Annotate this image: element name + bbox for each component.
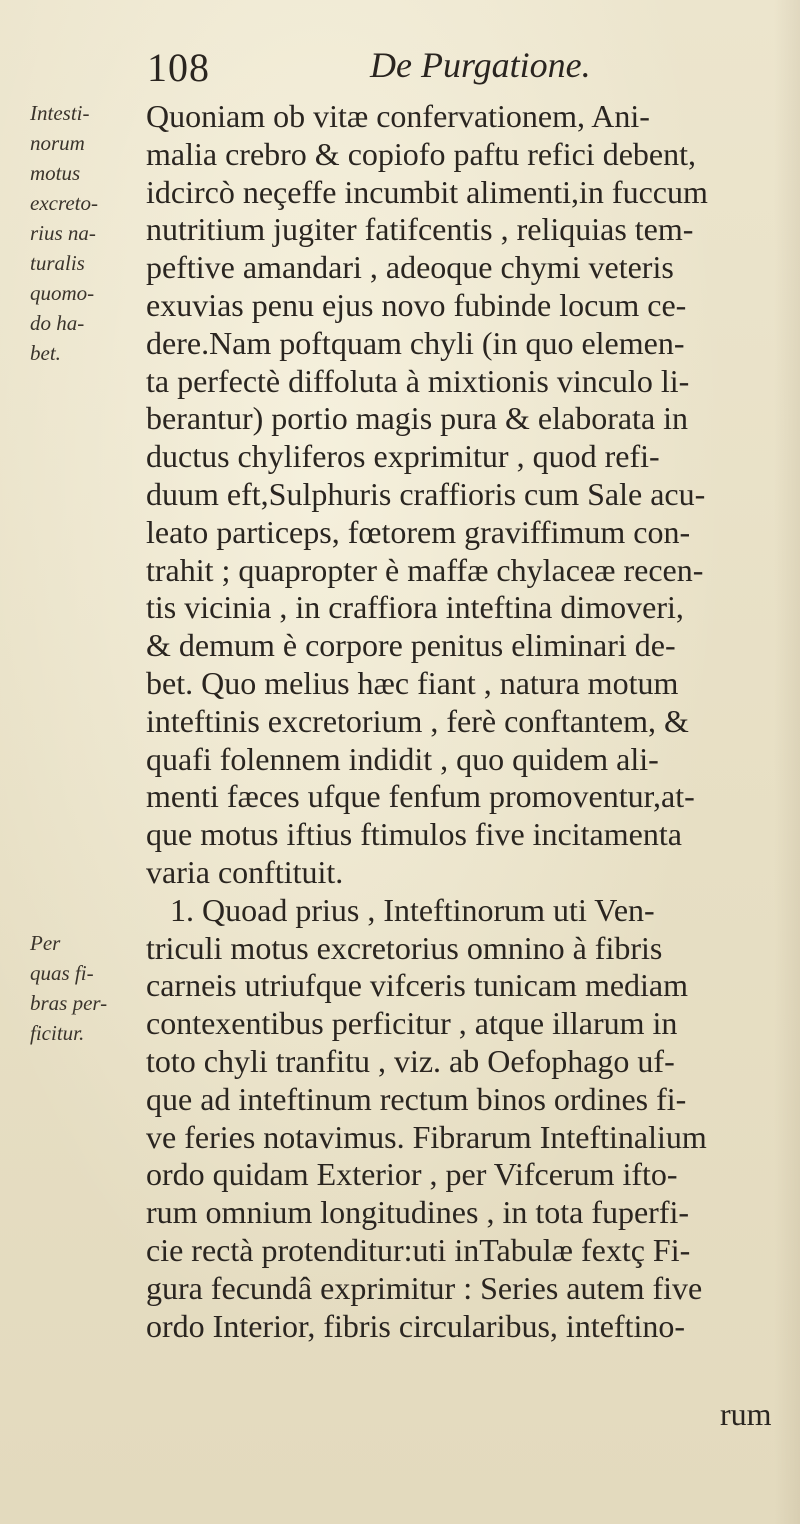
text-line: bet. Quo melius hæc fiant , natura motum	[146, 664, 679, 701]
margin-note-line: ficitur.	[30, 1021, 85, 1045]
text-line: menti fæces ufque fenfum promoventur,at-	[146, 778, 695, 815]
margin-note-line: turalis	[30, 251, 85, 275]
text-line: malia crebro & copiofo paftu refici debent,	[146, 135, 696, 172]
page-number: 108	[147, 45, 210, 90]
text-line: berantur) portio magis pura & elaborata in	[146, 400, 689, 437]
margin-note-line: motus	[30, 161, 81, 185]
catchword: rum	[720, 1396, 772, 1432]
text-line: cie rectà protenditur:uti inTabulæ fextç Fi-	[146, 1231, 691, 1268]
text-line: que motus iftius ftimulos five incitamenta	[146, 816, 682, 853]
text-line: exuvias penu ejus novo fubinde locum ce-	[146, 286, 687, 323]
text-line: & demum è corpore penitus eliminari de-	[146, 627, 676, 664]
text-line: tis vicinia , in craffiora inteftina dimoveri,	[146, 589, 684, 626]
page-header	[0, 44, 800, 92]
margin-note-line: Intesti-	[30, 101, 90, 125]
margin-note-line: quomo-	[30, 281, 95, 305]
text-line: 1. Quoad prius , Inteftinorum uti Ven-	[146, 891, 655, 928]
text-line: leato particeps, fœtorem graviffimum con-	[146, 513, 691, 550]
text-line: ve feries notavimus. Fibrarum Inteftinalium	[146, 1118, 707, 1155]
running-head: De Purgatione.	[370, 45, 591, 85]
margin-note-line: Per	[30, 931, 61, 955]
text-line: duum eft,Sulphuris craffioris cum Sale acu-	[146, 475, 706, 512]
text-line: carneis utriufque vifceris tunicam mediam	[146, 967, 689, 1004]
body-text	[146, 98, 776, 1345]
margin-note-intestinal-motion	[30, 98, 98, 368]
margin-note-line: norum	[30, 131, 85, 155]
text-line: inteftinis excretorium , ferè conftantem, &	[146, 702, 689, 739]
margin-note-fibers	[30, 928, 107, 1048]
text-line: contexentibus perficitur , atque illarum in	[146, 1005, 678, 1042]
text-line: ordo quidam Exterior , per Vifcerum ifto-	[146, 1156, 678, 1193]
text-line: quafi folennem indidit , quo quidem ali-	[146, 740, 659, 777]
text-line: triculi motus excretorius omnino à fibris	[146, 929, 663, 966]
text-line: dere.Nam poftquam chyli (in quo elemen-	[146, 324, 685, 361]
text-line: toto chyli tranfitu , viz. ab Oefophago uf-	[146, 1042, 675, 1079]
margin-note-line: bras per-	[30, 991, 108, 1015]
margin-note-line: quas fi-	[30, 961, 94, 985]
text-line: ductus chyliferos exprimitur , quod refi-	[146, 438, 660, 475]
text-line: ordo Interior, fibris circularibus, inteftino-	[146, 1307, 685, 1344]
margin-note-line: excreto-	[30, 191, 99, 215]
text-line: trahit ; quapropter è maffæ chylaceæ recen-	[146, 551, 704, 588]
text-line: nutritium jugiter fatifcentis , reliquias tem-	[146, 211, 694, 248]
text-line: idcircò neçeffe incumbit alimenti,in fuccum	[146, 173, 708, 210]
text-line: peftive amandari , adeoque chymi veteris	[146, 249, 674, 286]
text-line: que ad inteftinum rectum binos ordines fi-	[146, 1080, 687, 1117]
margin-note-line: bet.	[30, 341, 61, 365]
text-line: rum omnium longitudines , in tota fuperfi-	[146, 1194, 690, 1231]
text-line: Quoniam ob vitæ confervationem, Ani-	[146, 98, 650, 134]
margin-note-line: do ha-	[30, 311, 85, 335]
text-line: gura fecundâ exprimitur : Series autem five	[146, 1269, 703, 1306]
text-line: ta perfectè diffoluta à mixtionis vinculo li-	[146, 362, 690, 399]
text-line: varia conftituit.	[146, 853, 344, 890]
margin-note-line: rius na-	[30, 221, 96, 245]
